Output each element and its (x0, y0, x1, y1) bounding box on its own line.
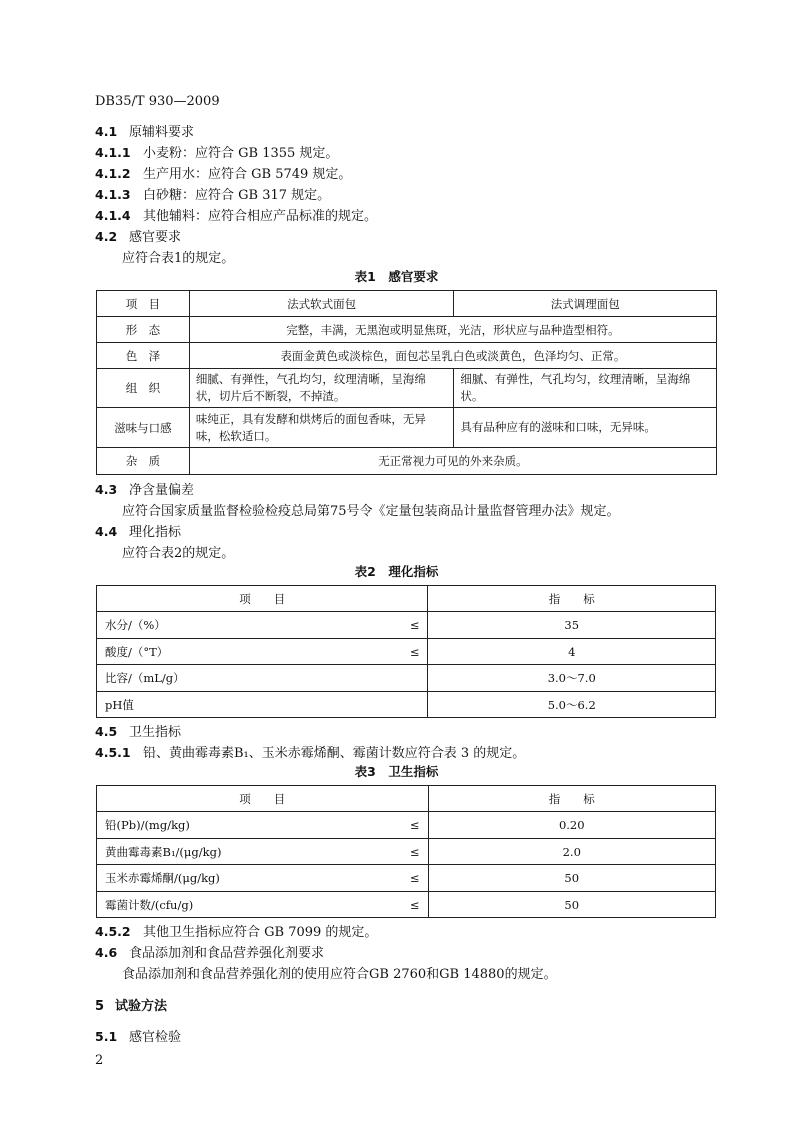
clause-text: 其他辅料：应符合相应产品标准的规定。 (143, 209, 378, 224)
clause-4-1-4 (95, 205, 377, 224)
clause-text: 感官检验 (129, 1030, 182, 1045)
document-code: DB35/T 930—2009 (95, 94, 220, 109)
table2-physicochemical (96, 585, 716, 718)
clause-number: 4.1.1 (95, 145, 131, 160)
clause-text: 卫生指标 (129, 725, 182, 740)
table-header-row (97, 291, 717, 317)
operator-cell (386, 665, 428, 692)
row-value-soft: 味纯正，具有发酵和烘烤后的面包香味，无异味，松软适口。 (189, 408, 454, 448)
item-cell: pH值 (97, 692, 387, 718)
clause-4-6 (95, 942, 324, 961)
clause-number: 4.1 (95, 124, 118, 139)
value-cell: 35 (428, 612, 716, 639)
table-row (97, 865, 716, 892)
item-cell: 酸度/（°T） (97, 639, 387, 665)
header-soft-bread: 法式软式面包 (189, 291, 454, 317)
table-row (97, 369, 717, 408)
row-value: 无正常视力可见的外来杂质。 (189, 448, 716, 475)
table-header-row (97, 786, 716, 812)
table-row (97, 612, 716, 639)
table-row (97, 839, 716, 865)
table-row (97, 408, 717, 448)
table-row (97, 692, 716, 718)
item-cell: 黄曲霉毒素B₁/(μg/kg) (97, 839, 387, 865)
clause-4-3 (95, 479, 194, 498)
clause-text: 原辅料要求 (129, 125, 195, 140)
row-value-soft: 细腻、有弹性，气孔均匀，纹理清晰，呈海绵状，切片后不断裂，不掉渣。 (189, 369, 454, 408)
clause-text: 生产用水：应符合 GB 5749 规定。 (143, 167, 352, 182)
item-cell: 水分/（%） (97, 612, 387, 639)
header-index: 指 标 (428, 586, 716, 612)
table3-caption: 表3 卫生指标 (354, 764, 439, 779)
operator-cell: ≤ (386, 612, 428, 639)
clause-4-2-body: 应符合表1的规定。 (122, 251, 235, 266)
table-row (97, 317, 717, 343)
clause-4-1-3 (95, 184, 330, 203)
value-cell: 5.0～6.2 (428, 692, 716, 718)
table2-caption: 表2 理化指标 (354, 564, 439, 579)
value-cell: 50 (428, 892, 716, 918)
clause-number: 4.1.4 (95, 208, 131, 223)
clause-4-4-body: 应符合表2的规定。 (122, 546, 235, 561)
table-row (97, 448, 717, 475)
value-cell: 4 (428, 639, 716, 665)
table3-hygiene (96, 785, 716, 918)
clause-number: 4.1.2 (95, 166, 131, 181)
operator-cell (386, 692, 428, 718)
clause-number: 4.3 (95, 482, 118, 497)
operator-cell: ≤ (386, 865, 428, 892)
row-value: 完整，丰满，无黑泡或明显焦斑，光洁，形状应与品种造型相符。 (189, 317, 716, 343)
row-value: 表面金黄色或淡棕色，面包芯呈乳白色或淡黄色，色泽均匀、正常。 (189, 343, 716, 369)
item-cell: 铅(Pb)/(mg/kg) (97, 812, 387, 839)
value-cell: 2.0 (428, 839, 716, 865)
clause-text: 白砂糖：应符合 GB 317 规定。 (143, 188, 331, 203)
chapter-number: 5 (95, 999, 105, 1014)
table-row (97, 343, 717, 369)
clause-4-5 (95, 721, 181, 740)
table1-caption: 表1 感官要求 (354, 269, 439, 284)
clause-4-2 (95, 226, 181, 245)
clause-4-1-2 (95, 163, 351, 182)
clause-text: 感官要求 (129, 230, 182, 245)
value-cell: 50 (428, 865, 716, 892)
row-value-prepared: 细腻、有弹性，气孔均匀，纹理清晰，呈海绵状。 (454, 369, 717, 408)
table-row (97, 639, 716, 665)
clause-text: 小麦粉：应符合 GB 1355 规定。 (143, 146, 339, 161)
row-label: 杂 质 (97, 448, 190, 475)
clause-number: 5.1 (95, 1029, 118, 1044)
row-value-prepared: 具有品种应有的滋味和口味，无异味。 (454, 408, 717, 448)
clause-5-1 (95, 1026, 181, 1045)
item-cell: 玉米赤霉烯酮/(μg/kg) (97, 865, 387, 892)
table1-sensory (96, 290, 717, 475)
clause-number: 4.2 (95, 229, 118, 244)
clause-number: 4.1.3 (95, 187, 131, 202)
header-item: 项 目 (97, 786, 429, 812)
clause-number: 4.5 (95, 724, 118, 739)
clause-text: 理化指标 (129, 525, 182, 540)
chapter-title: 试验方法 (115, 999, 168, 1014)
table-row (97, 812, 716, 839)
operator-cell: ≤ (386, 892, 428, 918)
clause-4-1 (95, 121, 194, 140)
row-label: 滋味与口感 (97, 408, 190, 448)
operator-cell: ≤ (386, 812, 428, 839)
row-label: 色 泽 (97, 343, 190, 369)
header-prepared-bread: 法式调理面包 (454, 291, 717, 317)
clause-text: 其他卫生指标应符合 GB 7099 的规定。 (143, 925, 378, 940)
clause-4-5-2 (95, 921, 377, 940)
clause-4-5-1 (95, 742, 525, 761)
clause-text: 食品添加剂和食品营养强化剂要求 (129, 946, 325, 961)
table-row (97, 665, 716, 692)
table-header-row (97, 586, 716, 612)
value-cell: 0.20 (428, 812, 716, 839)
value-cell: 3.0～7.0 (428, 665, 716, 692)
clause-4-6-body: 食品添加剂和食品营养强化剂的使用应符合GB 2760和GB 14880的规定。 (122, 967, 557, 982)
clause-number: 4.4 (95, 524, 118, 539)
item-cell: 比容/（mL/g） (97, 665, 387, 692)
row-label: 组 织 (97, 369, 190, 408)
chapter-5 (95, 995, 167, 1014)
operator-cell: ≤ (386, 639, 428, 665)
header-item: 项 目 (97, 586, 428, 612)
operator-cell: ≤ (386, 839, 428, 865)
clause-text: 净含量偏差 (129, 483, 195, 498)
header-item: 项 目 (97, 291, 190, 317)
clause-number: 4.5.2 (95, 924, 131, 939)
clause-4-1-1 (95, 142, 338, 161)
clause-number: 4.5.1 (95, 745, 131, 760)
item-cell: 霉菌计数/(cfu/g) (97, 892, 387, 918)
clause-4-4 (95, 521, 181, 540)
header-index: 指 标 (428, 786, 716, 812)
page-number: 2 (95, 1053, 104, 1068)
row-label: 形 态 (97, 317, 190, 343)
clause-text: 铅、黄曲霉毒素B₁、玉米赤霉烯酮、霉菌计数应符合表 3 的规定。 (143, 746, 526, 761)
clause-number: 4.6 (95, 945, 118, 960)
table-row (97, 892, 716, 918)
clause-4-3-body: 应符合国家质量监督检验检疫总局第75号令《定量包装商品计量监督管理办法》规定。 (122, 504, 620, 519)
